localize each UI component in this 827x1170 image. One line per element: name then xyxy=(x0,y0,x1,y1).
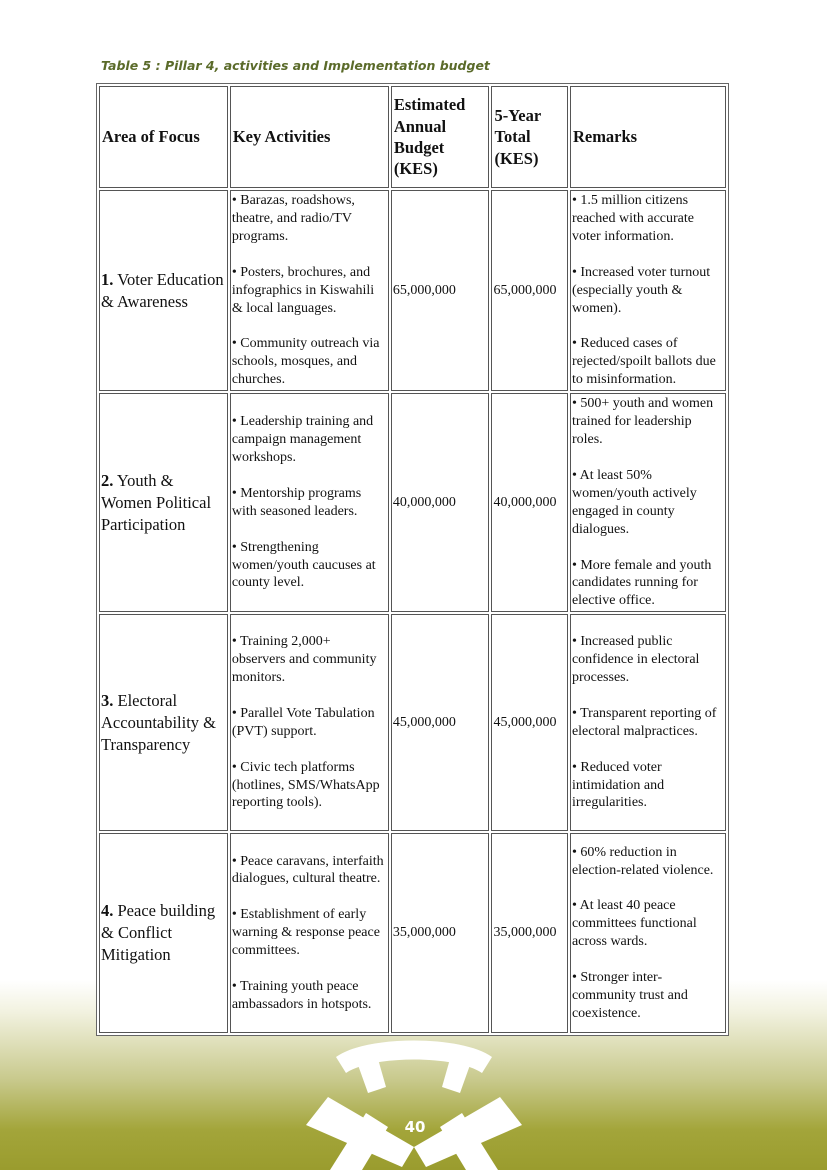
header-annual-budget: Estimated Annual Budget (KES) xyxy=(391,86,490,188)
remarks-cell xyxy=(570,393,726,612)
total-budget-cell: 65,000,000 xyxy=(491,190,567,391)
page-number: 40 xyxy=(404,1118,426,1136)
remark-item: • Stronger inter-community trust and coexistence. xyxy=(571,970,688,1021)
budget-table xyxy=(96,83,729,1036)
remark-item: • 1.5 million citizens reached with accurate voter information. xyxy=(571,193,694,244)
table-caption: Table 5 : Pillar 4, activities and Implementation budget xyxy=(101,58,490,73)
remarks-cell xyxy=(570,614,726,831)
annual-budget-cell: 45,000,000 xyxy=(391,614,490,831)
area-label: Youth & Women Political Participation xyxy=(101,470,212,534)
remark-item: • Transparent reporting of electoral malpractices. xyxy=(571,705,717,739)
activity-item: • Training youth peace ambassadors in hotspots. xyxy=(231,979,372,1012)
area-cell xyxy=(99,393,228,612)
remark-item: • 60% reduction in election-related violence. xyxy=(571,844,714,878)
header-area: Area of Focus xyxy=(99,86,228,188)
remarks-cell xyxy=(570,190,726,391)
remark-item: • Reduced voter intimidation and irregularities. xyxy=(571,759,665,811)
remark-item: • 500+ youth and women trained for leadership roles. xyxy=(571,396,714,447)
remark-item: • Increased public confidence in electoral processes. xyxy=(571,634,700,685)
row-number: 3. xyxy=(101,690,114,710)
activity-item: • Establishment of early warning & response peace committees. xyxy=(231,907,380,959)
total-budget-cell: 45,000,000 xyxy=(491,614,567,831)
total-budget-cell: 40,000,000 xyxy=(491,393,567,612)
annual-budget-cell: 35,000,000 xyxy=(391,833,490,1033)
activity-item: • Posters, brochures, and infographics in Kiswahili & local languages. xyxy=(231,264,375,316)
row-number: 2. xyxy=(101,470,114,490)
table-row xyxy=(99,833,726,1033)
remark-item: • Increased voter turnout (especially youth & women). xyxy=(571,264,711,316)
activity-item: • Parallel Vote Tabulation (PVT) support. xyxy=(231,705,375,739)
activity-item: • Strengthening women/youth caucuses at county level. xyxy=(231,539,376,591)
area-label: Peace building & Conflict Mitigation xyxy=(101,901,216,965)
header-remarks: Remarks xyxy=(570,86,726,188)
remark-item: • At least 40 peace committees functional across wards. xyxy=(571,898,697,950)
area-label: Voter Education & Awareness xyxy=(101,269,224,311)
emblem-icon xyxy=(306,1035,522,1170)
header-five-year-total: 5-Year Total (KES) xyxy=(491,86,567,188)
activity-item: • Leadership training and campaign management workshops. xyxy=(231,414,374,465)
table-header-row xyxy=(99,86,726,188)
remark-item: • At least 50% women/youth actively engaged in county dialogues. xyxy=(571,467,697,537)
activities-cell xyxy=(230,833,389,1033)
area-cell xyxy=(99,614,228,831)
table-row xyxy=(99,190,726,391)
activities-cell xyxy=(230,190,389,391)
annual-budget-cell: 65,000,000 xyxy=(391,190,490,391)
activity-item: • Mentorship programs with seasoned leaders. xyxy=(231,485,362,519)
activity-item: • Barazas, roadshows, theatre, and radio/TV programs. xyxy=(231,193,355,244)
activity-item: • Civic tech platforms (hotlines, SMS/WhatsApp reporting tools). xyxy=(231,759,380,811)
remark-item: • More female and youth candidates running for elective office. xyxy=(571,557,712,609)
total-budget-cell: 35,000,000 xyxy=(491,833,567,1033)
area-cell xyxy=(99,833,228,1033)
area-label: Electoral Accountability & Transparency xyxy=(101,690,217,754)
table-row xyxy=(99,614,726,831)
remarks-cell xyxy=(570,833,726,1033)
activities-cell xyxy=(230,614,389,831)
activities-cell xyxy=(230,393,389,612)
activity-item: • Peace caravans, interfaith dialogues, cultural theatre. xyxy=(231,853,384,887)
table-row xyxy=(99,393,726,612)
activity-item: • Training 2,000+ observers and community monitors. xyxy=(231,634,377,685)
activity-item: • Community outreach via schools, mosques, and churches. xyxy=(231,336,380,388)
area-cell xyxy=(99,190,228,391)
annual-budget-cell: 40,000,000 xyxy=(391,393,490,612)
remark-item: • Reduced cases of rejected/spoilt ballots due to misinformation. xyxy=(571,336,716,388)
row-number: 4. xyxy=(101,901,114,921)
header-activities: Key Activities xyxy=(230,86,389,188)
row-number: 1. xyxy=(101,269,114,289)
